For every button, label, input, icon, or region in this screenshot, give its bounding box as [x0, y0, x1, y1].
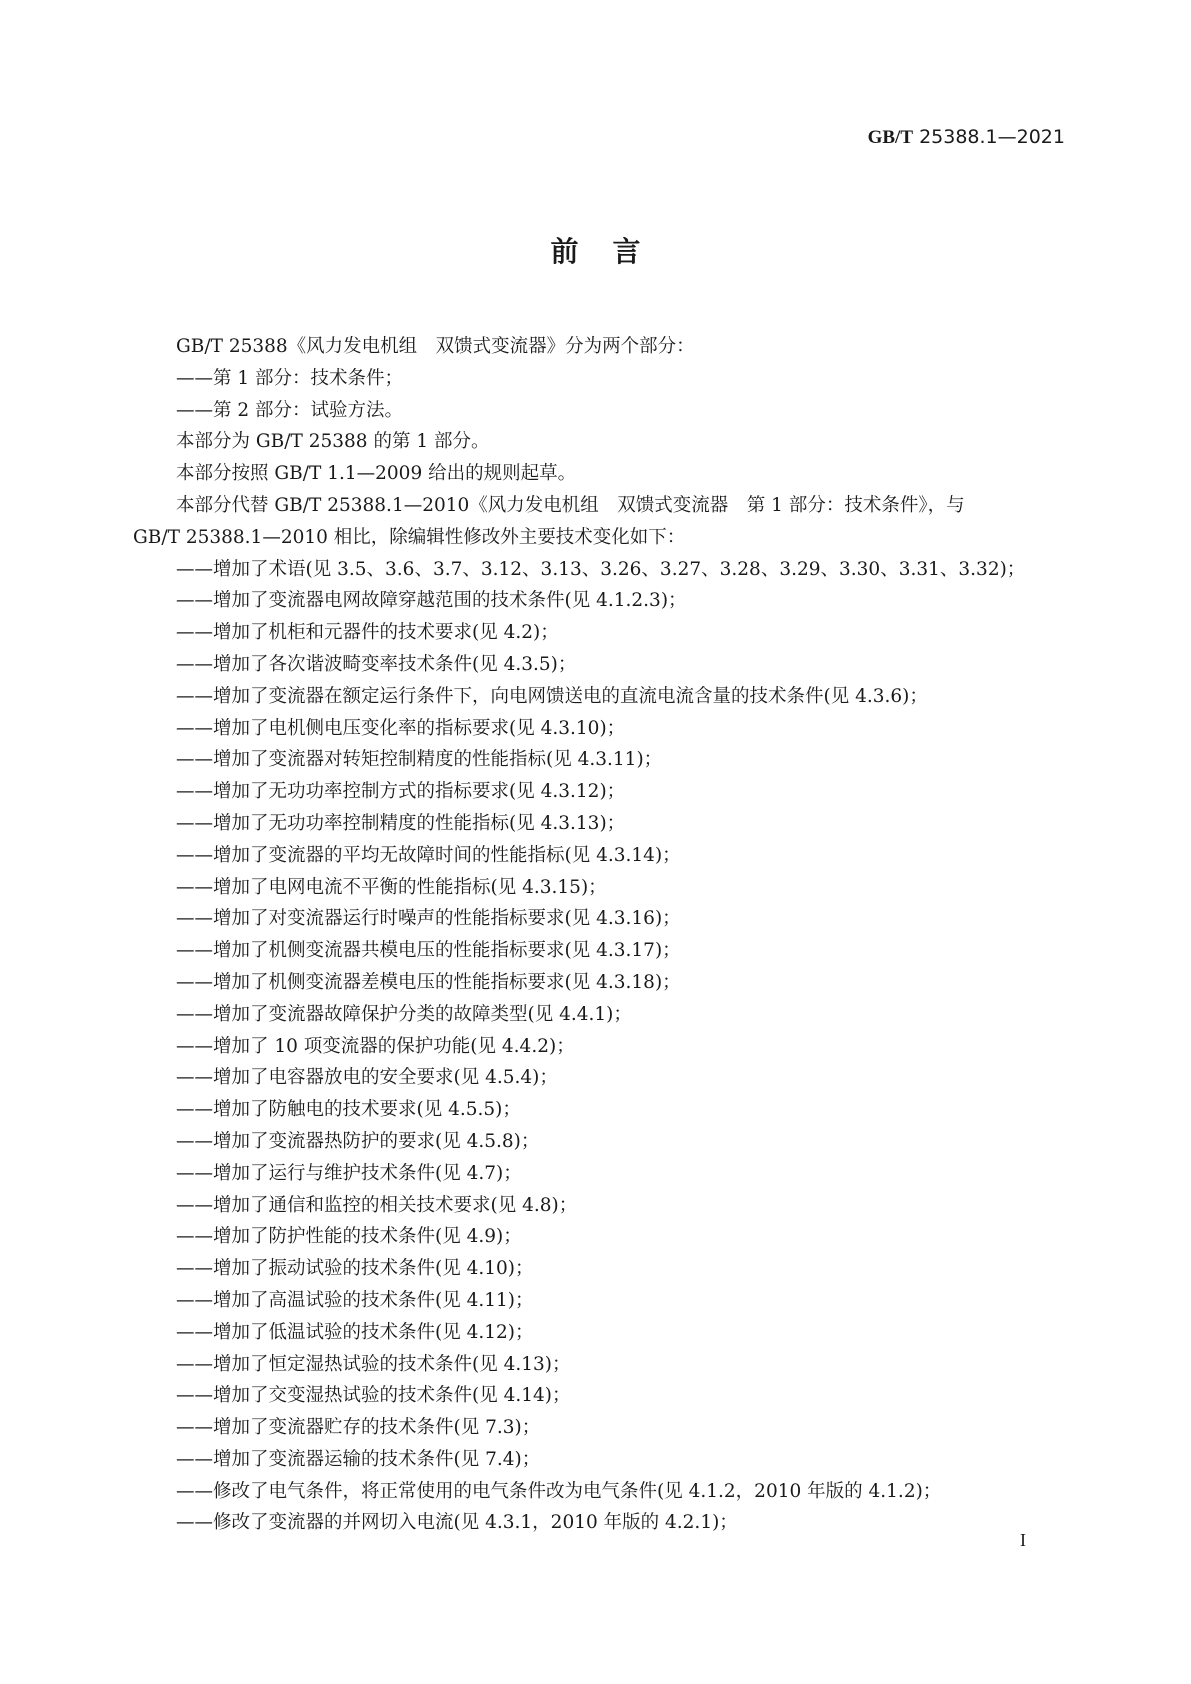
- paragraph: 本部分为 GB/T 25388 的第 1 部分。: [176, 431, 490, 453]
- standard-prefix: GB/T: [867, 127, 914, 148]
- change-list-item: ——增加了高温试验的技术条件(见 4.11)；: [176, 1289, 534, 1311]
- change-list-item: ——增加了对变流器运行时噪声的性能指标要求(见 4.3.16)；: [176, 908, 681, 930]
- change-list-item: ——增加了变流器热防护的要求(见 4.5.8)；: [176, 1130, 540, 1152]
- change-list-item: ——增加了术语(见 3.5、3.6、3.7、3.12、3.13、3.26、3.27、3.28、3.29、3.30、3.31、3.32)；: [176, 558, 1026, 580]
- document-header: [868, 126, 1065, 149]
- paragraph: 本部分按照 GB/T 1.1—2009 给出的规则起草。: [176, 463, 577, 485]
- change-list-item: ——增加了变流器的平均无故障时间的性能指标(见 4.3.14)；: [176, 844, 681, 866]
- change-list-item: ——修改了电气条件，将正常使用的电气条件改为电气条件(见 4.1.2，2010 年版的 4.1.2)；: [176, 1480, 942, 1502]
- change-list-item: ——增加了运行与维护技术条件(见 4.7)；: [176, 1162, 522, 1184]
- change-list-item: ——增加了机柜和元器件的技术要求(见 4.2)；: [176, 622, 559, 644]
- paragraph: GB/T 25388.1—2010 相比，除编辑性修改外主要技术变化如下：: [133, 526, 686, 548]
- change-list-item: ——增加了变流器电网故障穿越范围的技术条件(见 4.1.2.3)；: [176, 590, 687, 612]
- change-list-item: ——增加了无功功率控制精度的性能指标(见 4.3.13)；: [176, 812, 626, 834]
- standard-number: 25388.1—2021: [919, 126, 1065, 148]
- paragraph: GB/T 25388《风力发电机组 双馈式变流器》分为两个部分：: [176, 336, 695, 357]
- paragraph: ——第 1 部分：技术条件；: [176, 367, 404, 389]
- change-list-item: ——增加了变流器贮存的技术条件(见 7.3)；: [176, 1417, 541, 1439]
- change-list-item: ——增加了变流器对转矩控制精度的性能指标(见 4.3.11)；: [176, 749, 663, 771]
- change-list-item: ——增加了恒定湿热试验的技术条件(见 4.13)；: [176, 1353, 571, 1375]
- change-list-item: ——增加了低温试验的技术条件(见 4.12)；: [176, 1321, 534, 1343]
- change-list-item: ——修改了变流器的并网切入电流(见 4.3.1，2010 年版的 4.2.1)；: [176, 1512, 738, 1534]
- change-list-item: ——增加了机侧变流器差模电压的性能指标要求(见 4.3.18)；: [176, 971, 681, 993]
- change-list-item: ——增加了各次谐波畸变率技术条件(见 4.3.5)；: [176, 653, 577, 675]
- change-list-item: ——增加了防护性能的技术条件(见 4.9)；: [176, 1226, 522, 1248]
- change-list-item: ——增加了防触电的技术要求(见 4.5.5)；: [176, 1099, 521, 1121]
- change-list-item: ——增加了电机侧电压变化率的指标要求(见 4.3.10)；: [176, 717, 626, 739]
- change-list-item: ——增加了 10 项变流器的保护功能(见 4.4.2)；: [176, 1035, 575, 1057]
- foreword-body: [133, 331, 1065, 1539]
- page-number: I: [1020, 1530, 1026, 1550]
- paragraph: 本部分代替 GB/T 25388.1—2010《风力发电机组 双馈式变流器 第 1 部分：技术条件》，与: [176, 494, 965, 516]
- change-list-item: ——增加了通信和监控的相关技术要求(见 4.8)；: [176, 1194, 578, 1216]
- page-title: 前言: [550, 235, 675, 268]
- change-list-item: ——增加了电网电流不平衡的性能指标(见 4.3.15)；: [176, 876, 607, 898]
- change-list-item: ——增加了机侧变流器共模电压的性能指标要求(见 4.3.17)；: [176, 940, 681, 962]
- change-list-item: ——增加了变流器运输的技术条件(见 7.4)；: [176, 1448, 541, 1470]
- change-list-item: ——增加了振动试验的技术条件(见 4.10)；: [176, 1258, 534, 1280]
- paragraph: ——第 2 部分：试验方法。: [176, 399, 404, 421]
- change-list-item: ——增加了变流器故障保护分类的故障类型(见 4.4.1)；: [176, 1003, 632, 1025]
- change-list-item: ——增加了变流器在额定运行条件下，向电网馈送电的直流电流含量的技术条件(见 4.3.6)；: [176, 685, 928, 707]
- change-list-item: ——增加了无功功率控制方式的指标要求(见 4.3.12)；: [176, 781, 626, 803]
- change-list-item: ——增加了交变湿热试验的技术条件(见 4.14)；: [176, 1385, 571, 1407]
- change-list-item: ——增加了电容器放电的安全要求(见 4.5.4)；: [176, 1067, 558, 1089]
